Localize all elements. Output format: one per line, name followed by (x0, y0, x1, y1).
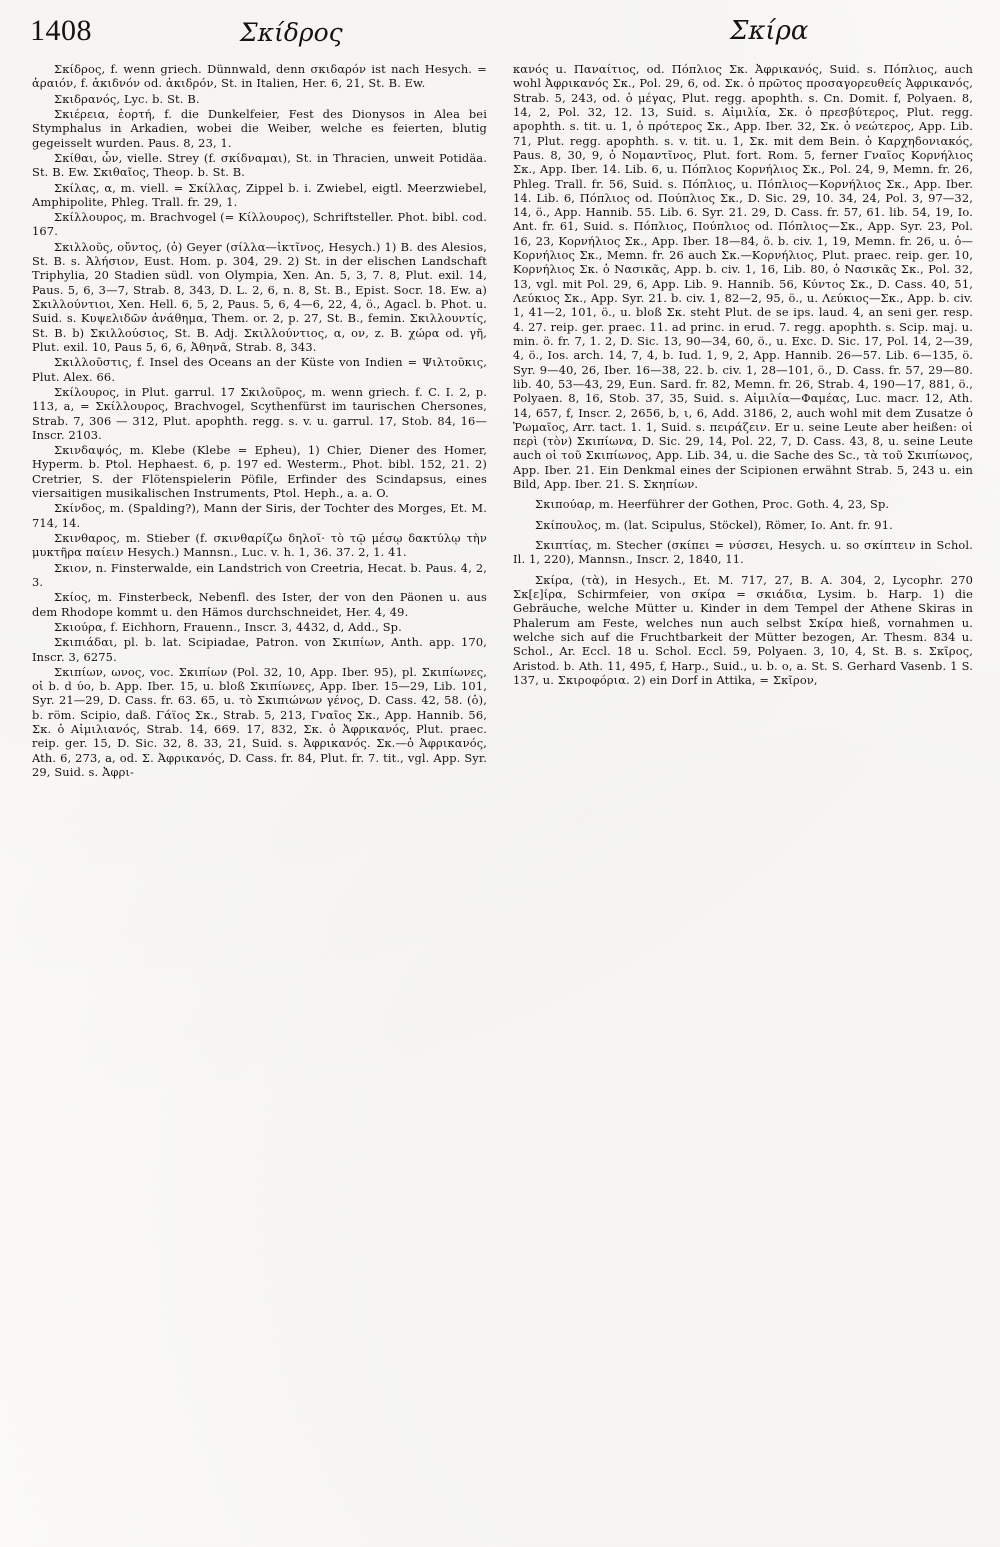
dictionary-entry: Σκίλουρος, in Plut. garrul. 17 Σκιλοῦρος, m. wenn griech. f. C. I. 2, p. 113, a, = Σκίλλουρος, Brachvogel, Scythenfürst im taurischen Chersones, Strab. 7, 306 — 312, Plut. apophth. regg. s. v. u. garrul. 17, Stob. 84, 16—Inscr. 2103. (32, 384, 487, 442)
dictionary-entry: Σκιπίων, ωνος, voc. Σκιπίων (Pol. 32, 10, App. Iber. 95), pl. Σκιπίωνες, οἱ b. d ύο, b. App. Iber. 15, u. bloß Σκιπίωνες, App. Iber. 15—29, Lib. 101, Syr. 21—29, D. Cass. fr. 63. 65, u. τὸ Σκιπιώνων γένος, D. Cass. 42, 58. (ὁ), b. röm. Scipio, daß. Γάϊος Σκ., Strab. 5, 213, Γναῖος Σκ., App. Hannib. 56, Σκ. ὁ Αἰμιλιανός, Strab. 14, 669. 17, 832, Σκ. ὁ Ἀφρικανός, Plut. praec. reip. ger. 15, D. Sic. 32, 8. 33, 21, Suid. s. Ἀφρικανός. Σκ.—ὁ Ἀφρικανός, Ath. 6, 273, a, od. Σ. Ἀφρικανός, D. Cass. fr. 84, Plut. fr. 7. tit., vgl. App. Syr. 29, Suid. s. Ἀφρι- (32, 664, 487, 779)
dictionary-entry: Σκίλας, α, m. viell. = Σκίλλας, Zippel b. i. Zwiebel, eigtl. Meerzwiebel, Amphipolite, Phleg. Trall. fr. 29, 1. (32, 180, 487, 209)
dictionary-entry: Σκίδρος, f. wenn griech. Dünnwald, denn σκιδαρόν ist nach Hesych. = ἀραιόν, f. ἀκιδνόν od. ἀκιδρόν, St. in Italien, Her. 6, 21, St. B. Ew. (32, 62, 487, 91)
dictionary-entry: Σκίθαι, ὦν, vielle. Strey (f. σκίδναμαι), St. in Thracien, unweit Potidäa. St. B. Ew. Σκιθαῖος, Theop. b. St. B. (32, 150, 487, 180)
dictionary-entry: Σκιπούαρ, m. Heerführer der Gothen, Proc. Goth. 4, 23, Sp. (535, 497, 890, 512)
dictionary-entry-continuation: κανός u. Παναίτιος, od. Πόπλιος Σκ. Ἀφρικανός, Suid. s. Πόπλιος, auch wohl Ἀφρικανός Σκ., Pol. 29, 6, od. Σκ. ὁ πρῶτος προσαγορευθείς Ἀφρικανός, Strab. 5, 243, od. ὁ μέγας, Plut. regg. apophth. s. Cn. Domit. f, Polyaen. 8, 14, 2, Pol. 32, 12. 13, Suid. s. Αἰμιλία, Σκ. ὁ πρεσβύτερος, Plut. regg. apophth. s. tit. u. 1, ὁ πρότερος Σκ., App. Iber. 32, Σκ. ὁ νεώτερος, App. Lib. 71, Plut. regg. apophth. s. v. tit. u. 1, Σκ. mit dem Bein. ὁ Καρχηδονιακός, Paus. 8, 30, 9, ὁ Νομαντῖνος, Plut. fort. Rom. 5, ferner Γναῖος Κορνήλιος Σκ., App. Iber. 14. Lib. 6, u. Πόπλιος Κορνήλιος Σκ., Pol. 24, 9, Memn. fr. 26, Phleg. Trall. fr. 56, Suid. s. Πόπλιος, u. Πόπλιος—Κορνήλιος Σκ., App. Iber. 14. Lib. 6, Πόπλιος od. Πούπλιος Σκ., D. Sic. 29, 10. 34, 24, Pol. 3, 97—32, 14, ö., App. Hannib. 55. Lib. 6. Syr. 21. 29, D. Cass. fr. 57, 61. lib. 54, 19, Io. Ant. fr. 61, Suid. s. Πόπλιος, Πούπλιος od. Πόπλιος—Σκ., App. Syr. 23, Pol. 16, 23, Κορνήλιος Σκ., App. Iber. 18—84, ö. b. civ. 1, 19, Memn. fr. 26, u. ὁ—Κορνήλιος Σκ., Memn. fr. 26 auch Σκ.—Κορνήλιος, Plut. praec. reip. ger. 10, Κορνήλιος Σκ. ὁ Νασικᾶς, App. b. civ. 1, 16, Lib. 80, ὁ Νασικᾶς Σκ., Pol. 32, 13, vgl. mit Pol. 29, 6, App. Lib. 9. Hannib. 56, Κύντος Σκ., D. Cass. 40, 51, Λεύκιος Σκ., App. Syr. 21. b. civ. 1, 82—2, 95, ö., u. Λεύκιος—Σκ., App. b. civ. 1, 41—2, 101, ö., u. bloß Σκ. steht Plut. de se ips. laud. 4, an seni ger. resp. 4. 27. reip. ger. praec. 11. ad princ. in erud. 7. regg. apophth. s. Scip. maj. u. min. ö. fr. 7, 1. 2, D. Sic. 13, 90—34, 60, ö., u. Exc. D. Sic. 17, Pol. 14, 2—39, 4, ö., Ios. arch. 14, 7, 4, b. Iud. 1, 9, 2, App. Hannib. 26—57. Lib. 6—135, ö. Syr. 9—40, 26, Iber. 16—38, 22. b. civ. 1, 28—101, ö., D. Cass. fr. 57, 29—80. lib. 40, 53—43, 29, Eun. Sard. fr. 82, Memn. fr. 26, Strab. 4, 190—17, 881, ö., Polyaen. 8, 16, Stob. 37, 35, Suid. s. Αἰμιλία—Φαμέας, Luc. macr. 12, Ath. 14, 657, f, Inscr. 2, 2656, b, ι, 6, Add. 3186, 2, auch wohl mit dem Zusatze ὁ Ῥωμαῖος, Arr. tact. 1. 1, Suid. s. πειράζειν. Er u. seine Leute aber heißen: οἱ περὶ (τὸν) Σκιπίωνα, D. Sic. 29, 14, Pol. 22, 7, D. Cass. 43, 8, u. seine Leute auch οἱ τοῦ Σκιπίωνος, App. Lib. 34, u. die Sache des Sc., τὰ τοῦ Σκιπίωνος, App. Iber. 21. Ein Denkmal eines der Scipionen erwähnt Strab. 5, 243 u. ein Bild, App. Iber. 21. S. Σκηπίων. (513, 62, 973, 492)
dictionary-entry: Σκιδρανός, Lyc. b. St. B. (54, 91, 200, 106)
text-columns (32, 62, 974, 1529)
column-right (513, 62, 973, 1529)
running-head-right: Σκίρα (730, 16, 809, 46)
running-head-left: Σκίδρος (240, 18, 343, 47)
dictionary-entry: Σκιλλοῦστις, f. Insel des Oceans an der Küste von Indien = Ψιλτοῦκις, Plut. Alex. 66. (32, 355, 487, 384)
page-header (30, 14, 970, 58)
dictionary-entry: Σκινθαρος, m. Stieber (f. σκινθαρίζω δηλοῖ· τὸ τῷ μέσῳ δακτύλῳ τὴν μυκτῆρα παίειν Hesych.) Mannsn., Luc. v. h. 1, 36. 37. 2, 1. 41. (32, 531, 487, 560)
dictionary-entry: Σκίρα, (τὰ), in Hesych., Et. M. 717, 27, B. A. 304, 2, Lycophr. 270 Σκ[ε]ίρα, Schirmfeier, von σκίρα = σκιάδια, Lysim. b. Harp. 1) die Gebräuche, welche Mütter u. Kinder in dem Tempel der Athene Skiras in Phalerum am Feste, welches nun auch selbst Σκίρα hieß, vornahmen u. welche sich auf die Fruchtbarkeit der Mütter bezogen, Ar. Thesm. 834 u. Schol., Ar. Eccl. 18 u. Schol. Eccl. 59, Polyaen. 3, 10, 4, St. B. s. Σκῖρος, Aristod. b. Ath. 11, 495, f, Harp., Suid., u. b. ο, a. St. S. Gerhard Vasenb. 1 S. 137, u. Σκιροφόρια. 2) ein Dorf in Attika, = Σκῖρον, (513, 572, 973, 687)
dictionary-entry: Σκίνδος, m. (Spalding?), Mann der Siris, der Tochter des Morges, Et. M. 714, 14. (32, 501, 487, 530)
dictionary-entry: Σκίος, m. Finsterbeck, Nebenfl. des Ister, der von den Päonen u. aus dem Rhodope kommt u. den Hämos durchschneidet, Her. 4, 49. (32, 590, 487, 619)
dictionary-entry: Σκιέρεια, ἑορτή, f. die Dunkelfeier, Fest des Dionysos in Alea bei Stymphalus in Arkadien, wobei die Weiber, welche es feierten, blutig gegeisselt wurden. Paus. 8, 23, 1. (32, 106, 487, 150)
dictionary-entry: Σκιλλοῦς, οὔντος, (ὁ) Geyer (σίλλα—ἰκτῖνος, Hesych.) 1) B. des Alesios, St. B. s. Ἀλήσιον, Eust. Hom. p. 304, 29. 2) St. in der elischen Landschaft Triphylia, 20 Stadien südl. von Olympia, Xen. An. 5, 3, 7. 8, Plut. exil. 14, Paus. 5, 6, 3—7, Strab. 8, 343, D. L. 2, 6, n. 8, St. B., Epist. Socr. 18. Ew. a) Σκιλλούντιοι, Xen. Hell. 6, 5, 2, Paus. 5, 6, 4—6, 22, 4, ö., Agacl. b. Phot. u. Suid. s. Κυψελιδῶν ἀνάθημα, Them. or. 2, p. 27, St. B., femin. Σκιλλουντίς, St. B. b) Σκιλλούσιος, St. B. Adj. Σκιλλούντιος, α, ον, z. B. χώρα od. γῆ, Plut. exil. 10, Paus 5, 6, 6, Ἀθηνᾶ, Strab. 8, 343. (32, 239, 487, 354)
dictionary-entry: Σκιπιάδαι, pl. b. lat. Scipiadae, Patron. von Σκιπίων, Anth. app. 170, Inscr. 3, 6275. (32, 635, 487, 664)
folio-number: 1408 (30, 14, 92, 47)
dictionary-entry: Σκιον, n. Finsterwalde, ein Landstrich von Creetria, Hecat. b. Paus. 4, 2, 3. (32, 560, 487, 589)
dictionary-entry: Σκίπουλος, m. (lat. Scipulus, Stöckel), Römer, Io. Ant. fr. 91. (535, 517, 893, 532)
dictionary-entry: Σκίλλουρος, m. Brachvogel (= Κίλλουρος), Schriftsteller. Phot. bibl. cod. 167. (32, 210, 487, 239)
dictionary-entry: Σκινδαψός, m. Klebe (Klebe = Epheu), 1) Chier, Diener des Homer, Hyperm. b. Ptol. Hephaest. 6, p. 197 ed. Westerm., Phot. bibl. 152, 21. 2) Cretrier, S. der Flötenspielerin Pöfile, Erfinder des Scindapsus, eines viersaitigen musikalischen Instruments, Ptol. Heph., a. a. O. (32, 443, 487, 501)
dictionary-entry: Σκιπτίας, m. Stecher (σκίπει = νύσσει, Hesych. u. so σκίπτειν in Schol. Il. 1, 220), Mannsn., Inscr. 2, 1840, 11. (513, 538, 973, 567)
column-left (32, 62, 487, 1529)
dictionary-entry: Σκιούρα, f. Eichhorn, Frauenn., Inscr. 3, 4432, d, Add., Sp. (54, 619, 402, 634)
